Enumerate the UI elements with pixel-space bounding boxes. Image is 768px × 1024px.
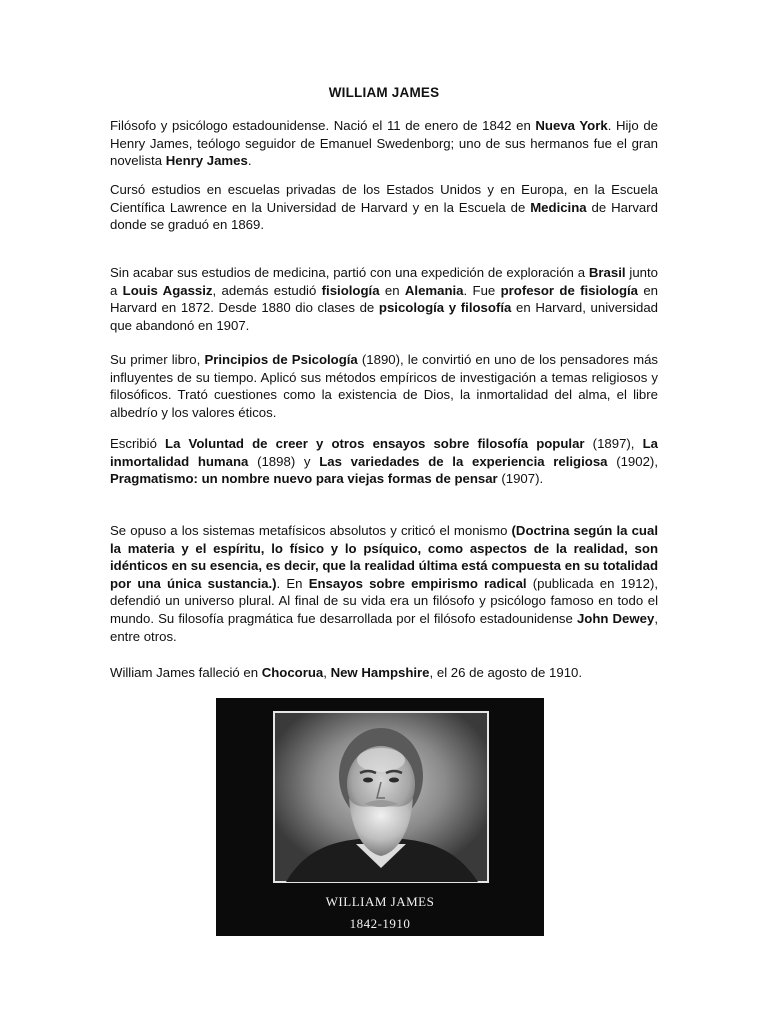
bold-text: Brasil	[588, 265, 626, 280]
portrait-photo	[216, 698, 544, 936]
body-text: Filósofo y psicólogo estadounidense. Nació el 11 de enero de 1842 en	[110, 118, 536, 133]
paragraph-1	[110, 117, 658, 170]
bold-text: Louis Agassiz	[122, 282, 213, 298]
paragraph-7	[110, 664, 658, 682]
body-text: Se opuso a los sistemas metafísicos absolutos y criticó el monismo	[110, 523, 512, 538]
body-text: (1902),	[607, 453, 658, 469]
bold-text: fisiología	[321, 282, 380, 298]
body-text: Cursó estudios en escuelas privadas de los Estados Unidos y en Europa, en la Escuela Científica Lawrence en la Universidad de Harvard y en la Escuela de	[110, 182, 658, 215]
bold-text: Las variedades de la experiencia religiosa	[319, 453, 608, 469]
bold-text: Nueva York	[535, 118, 608, 133]
body-text: de Harvard donde se graduó en 1869.	[110, 199, 658, 233]
body-text: William James falleció en	[110, 665, 262, 680]
bold-text: Chocorua	[261, 665, 324, 680]
body-text: Sin acabar sus estudios de medicina, partió con una expedición de exploración a	[110, 265, 589, 280]
bold-text: Medicina	[530, 199, 587, 215]
portrait-caption-name: WILLIAM JAMES	[325, 894, 435, 909]
body-text: , el 26 de agosto de 1910.	[429, 665, 583, 680]
body-text: junto a	[110, 265, 659, 298]
bold-text: La inmortalidad humana	[110, 436, 658, 469]
paragraph-4	[110, 351, 658, 421]
body-text: ,	[323, 665, 331, 680]
body-text: en Harvard en 1872. Desde 1880 dio clases de	[110, 282, 659, 316]
bold-text: Ensayos sobre empirismo radical	[308, 575, 527, 591]
body-text: , entre otros.	[110, 610, 658, 644]
body-text: . En	[276, 575, 309, 591]
bold-text: La Voluntad de creer y otros ensayos sobre filosofía popular	[165, 436, 585, 451]
body-text: (1890), le convirtió en uno de los pensadores más influyentes de su tiempo. Aplicó sus métodos empíricos de investigación a temas religiosos y filosóficos. Trató cuestiones como la existencia de Dios, la inmortalidad del alma, el libre albedrío y los valores éticos.	[110, 352, 658, 420]
bold-text: John Dewey	[576, 610, 655, 626]
bold-text: New Hampshire	[330, 665, 430, 680]
paragraph-3	[110, 264, 658, 334]
body-text: (1907).	[497, 471, 544, 487]
body-text: Su primer libro,	[110, 352, 205, 367]
bold-text: Principios de Psicología	[204, 352, 358, 367]
body-text: en Harvard, universidad que abandonó en 1907.	[110, 300, 658, 333]
paragraph-6	[110, 522, 658, 645]
body-text: (publicada en 1912), defendió un universo plural. Al final de su vida era un filósofo y psicólogo famoso en todo el mundo. Su filosofía pragmática fue desarrollada por el filósofo estadounidense	[110, 575, 659, 626]
bold-text: Pragmatismo: un nombre nuevo para viejas formas de pensar	[110, 471, 498, 487]
body-text: . Fue	[463, 282, 501, 298]
bold-text: profesor de fisiología	[500, 282, 639, 298]
body-text: (1898) y	[248, 453, 320, 469]
bold-text: Henry James	[165, 153, 248, 169]
body-text: , además estudió	[212, 282, 322, 298]
body-text: (1897),	[584, 436, 643, 451]
body-text: . Hijo de Henry James, teólogo seguidor de Emanuel Swedenborg; uno de sus hermanos fue el gran novelista	[110, 118, 658, 169]
body-text: .	[247, 153, 252, 169]
bold-text: (Doctrina según la cual la materia y el espíritu, lo físico y lo psíquico, como aspectos de la realidad, son idénticos en su esencia, es decir, que la realidad última está compuesta en su totalidad por una única sustancia.)	[110, 523, 658, 591]
portrait-image	[216, 698, 544, 936]
portrait-caption-years: 1842-1910	[349, 916, 411, 931]
bold-text: Alemania	[404, 282, 464, 298]
paragraph-5	[110, 435, 658, 488]
body-text: Escribió	[110, 436, 166, 451]
paragraph-2	[110, 181, 658, 234]
body-text: en	[379, 282, 405, 298]
bold-text: psicología y filosofía	[378, 300, 512, 316]
document-title: WILLIAM JAMES	[328, 85, 440, 100]
